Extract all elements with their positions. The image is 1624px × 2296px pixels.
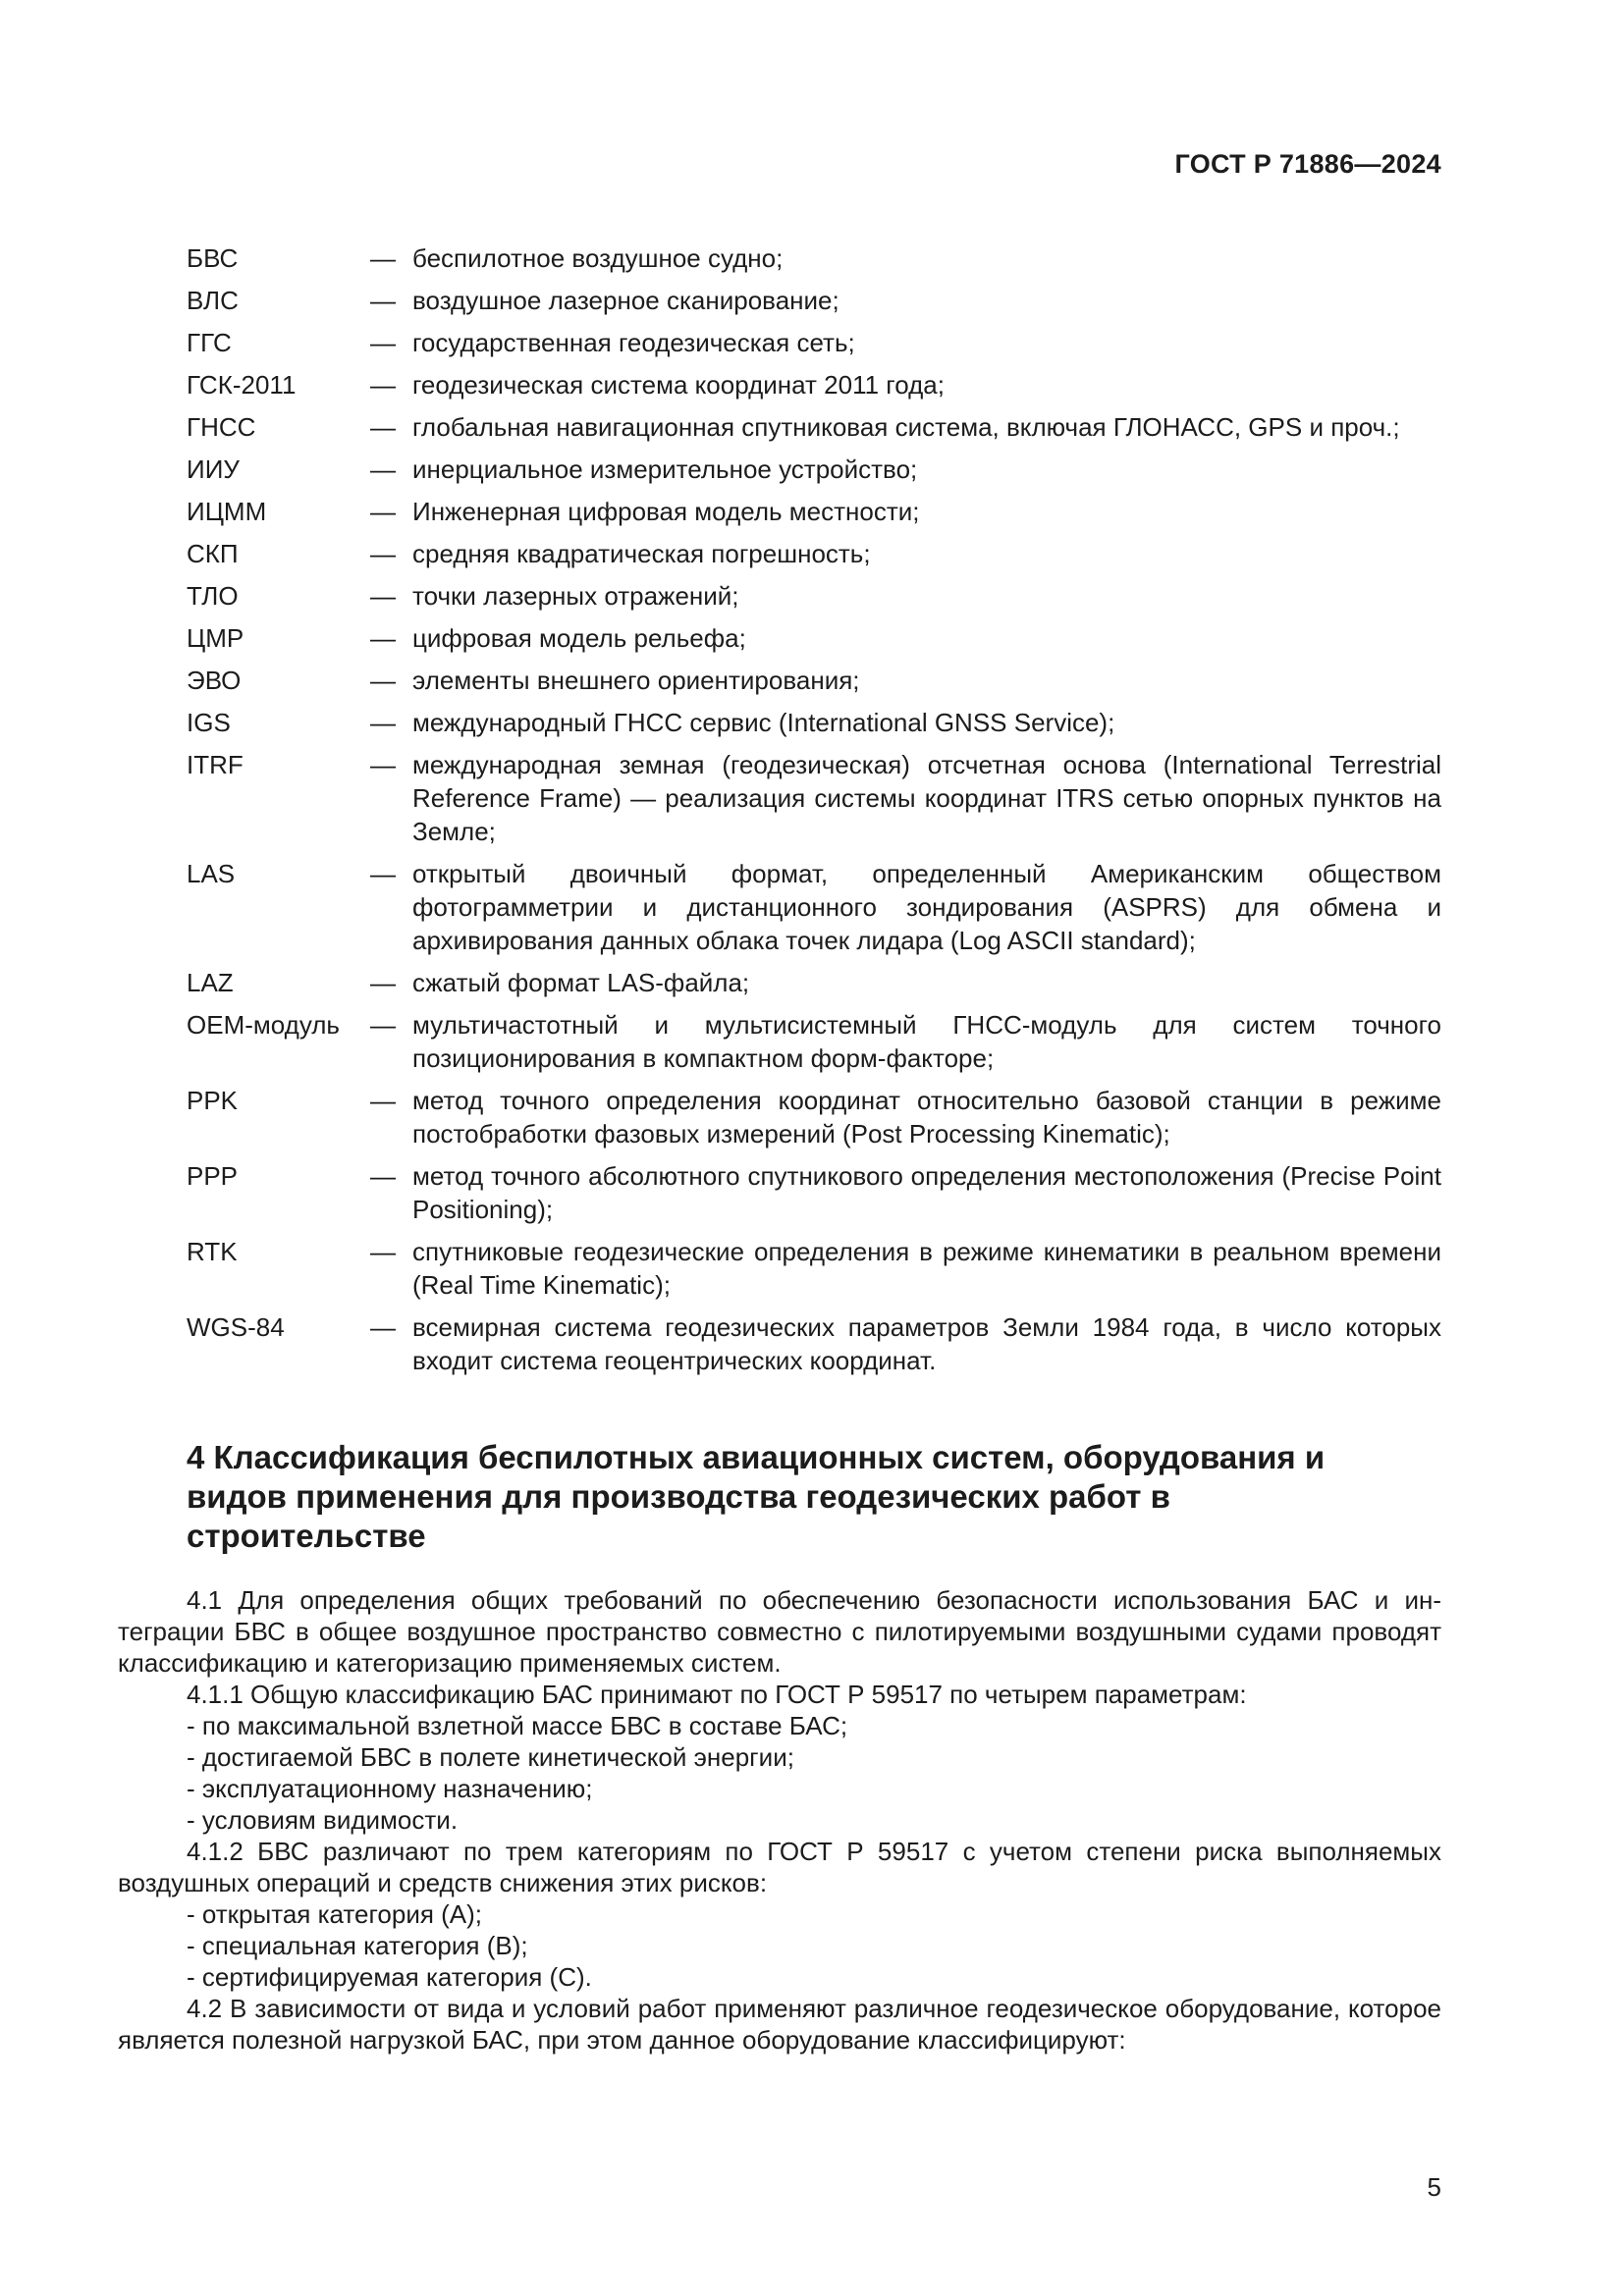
abbreviation-dash: —: [370, 370, 396, 400]
abbreviation-term: RTK: [187, 1237, 238, 1266]
abbreviation-dash: —: [370, 286, 396, 315]
abbreviation-row: [187, 1310, 1441, 1377]
list-item: - сертифицируемая категория (С).: [187, 1962, 592, 1992]
abbreviation-definition: глобальная навигационная спутниковая система, включая ГЛОНАСС, GPS и проч.;: [412, 412, 1400, 442]
abbreviation-definition: Инженерная цифровая модель местности;: [412, 497, 920, 526]
abbreviation-definition: мультичастотный и мультисистемный ГНСС-модуль для систем точного позиционирования в компактном форм-факторе;: [412, 1010, 1441, 1073]
abbreviation-row: [187, 410, 1441, 444]
abbreviation-dash: —: [370, 750, 396, 779]
abbreviation-definition: государственная геодезическая сеть;: [412, 328, 855, 357]
abbreviation-row: [187, 706, 1441, 739]
abbreviation-dash: —: [370, 581, 396, 611]
abbreviation-row: [187, 495, 1441, 528]
abbreviation-dash: —: [370, 497, 396, 526]
section-body: [118, 1584, 1441, 2056]
abbreviation-term: ГНСС: [187, 412, 256, 442]
abbreviation-dash: —: [370, 1237, 396, 1266]
abbreviation-dash: —: [370, 1010, 396, 1040]
abbreviation-dash: —: [370, 243, 396, 273]
list-item: - специальная категория (В);: [187, 1931, 528, 1960]
abbreviation-dash: —: [370, 454, 396, 484]
abbreviation-term: WGS-84: [187, 1312, 285, 1342]
abbreviation-row: [187, 241, 1441, 275]
abbreviation-row: [187, 284, 1441, 317]
abbreviation-definition: точки лазерных отражений;: [412, 581, 739, 611]
list-item: - по максимальной взлетной массе БВС в составе БАС;: [187, 1711, 848, 1740]
abbreviation-definition: воздушное лазерное сканирование;: [412, 286, 839, 315]
abbreviation-term: ЭВО: [187, 666, 242, 695]
abbreviation-dash: —: [370, 859, 396, 888]
abbreviation-term: ЦМР: [187, 623, 244, 653]
abbreviation-row: [187, 1008, 1441, 1075]
abbreviation-row: [187, 1235, 1441, 1302]
abbreviation-row: [187, 453, 1441, 486]
abbreviation-dash: —: [370, 623, 396, 653]
abbreviation-definition: инерциальное измерительное устройство;: [412, 454, 918, 484]
abbreviation-row: [187, 368, 1441, 401]
abbreviation-term: ИИУ: [187, 454, 240, 484]
abbreviation-row: [187, 748, 1441, 848]
document-header: ГОСТ Р 71886—2024: [1174, 149, 1441, 179]
abbreviation-definition: геодезическая система координат 2011 года;: [412, 370, 945, 400]
abbreviation-dash: —: [370, 412, 396, 442]
abbreviation-term: ТЛО: [187, 581, 239, 611]
abbreviation-term: ГСК-2011: [187, 370, 297, 400]
abbreviation-definition: сжатый формат LAS-файла;: [412, 968, 750, 997]
abbreviation-definition: элементы внешнего ориентирования;: [412, 666, 860, 695]
abbreviation-term: LAZ: [187, 968, 234, 997]
abbreviation-term: PPK: [187, 1086, 239, 1115]
abbreviation-definition: беспилотное воздушное судно;: [412, 243, 784, 273]
abbreviation-definition: всемирная система геодезических параметров Земли 1984 года, в число которых входит система геоцентрических координат.: [412, 1312, 1441, 1375]
abbreviation-row: [187, 1159, 1441, 1226]
abbreviation-dash: —: [370, 708, 396, 737]
abbreviation-row: [187, 664, 1441, 697]
list-item: - открытая категория (А);: [187, 1899, 483, 1929]
abbreviation-definition: метод точного абсолютного спутникового определения местоположения (Precise Point Positioning);: [412, 1161, 1441, 1224]
list-item: - условиям видимости.: [187, 1805, 459, 1835]
abbreviation-term: ВЛС: [187, 286, 239, 315]
paragraph: 4.1.1 Общую классификацию БАС принимают по ГОСТ Р 59517 по четырем параметрам:: [187, 1680, 1247, 1709]
abbreviation-row: [187, 579, 1441, 613]
abbreviation-term: ИЦММ: [187, 497, 267, 526]
abbreviation-row: [187, 326, 1441, 359]
abbreviation-term: LAS: [187, 859, 236, 888]
abbreviation-row: [187, 857, 1441, 957]
paragraph: 4.2 В зависимости от вида и условий работ применяют различное геодезическое оборудование, которое является полезной нагрузкой БАС, при этом данное оборудование классифицируют:: [118, 1994, 1441, 2055]
abbreviation-dash: —: [370, 1161, 396, 1191]
paragraph: 4.1 Для определения общих требований по обеспечению безопасности использования БАС и интеграции БВС в общее воздушное пространство совместно с пилотируемыми воздушными судами проводят классификацию и категоризацию применяемых систем.: [118, 1585, 1441, 1678]
abbreviation-dash: —: [370, 1086, 396, 1115]
abbreviation-row: [187, 537, 1441, 570]
abbreviation-row: [187, 621, 1441, 655]
abbreviation-row: [187, 966, 1441, 999]
abbreviation-row: [187, 1084, 1441, 1150]
abbreviation-definition: средняя квадратическая погрешность;: [412, 539, 871, 568]
abbreviation-dash: —: [370, 666, 396, 695]
abbreviation-dash: —: [370, 1312, 396, 1342]
paragraph: 4.1.2 БВС различают по трем категориям по ГОСТ Р 59517 с учетом степени риска выполняемых воздушных операций и средств снижения этих рисков:: [118, 1837, 1441, 1897]
abbreviation-term: БВС: [187, 243, 239, 273]
list-item: - эксплуатационному назначению;: [187, 1774, 593, 1803]
abbreviation-dash: —: [370, 968, 396, 997]
abbreviation-term: ГГС: [187, 328, 232, 357]
abbreviation-definition: спутниковые геодезические определения в режиме кинематики в реальном времени (Real Time Kinematic);: [412, 1237, 1441, 1300]
abbreviation-term: IGS: [187, 708, 231, 737]
section-title: 4 Классификация беспилотных авиационных систем, оборудования и видов применения для производства геодезических работ в строительстве: [187, 1439, 1326, 1554]
abbreviation-definition: метод точного определения координат относительно базовой станции в режиме постобработки фазовых измерений (Post Processing Kinematic);: [412, 1086, 1441, 1148]
abbreviation-term: PPP: [187, 1161, 239, 1191]
abbreviation-term: ОЕМ-модуль: [187, 1010, 340, 1040]
abbreviation-term: ITRF: [187, 750, 244, 779]
abbreviation-dash: —: [370, 539, 396, 568]
abbreviation-term: СКП: [187, 539, 239, 568]
list-item: - достигаемой БВС в полете кинетической энергии;: [187, 1742, 794, 1772]
abbreviation-definition: цифровая модель рельефа;: [412, 623, 746, 653]
page-number: 5: [1427, 2172, 1441, 2202]
abbreviation-definition: открытый двоичный формат, определенный Американским обществом фотограмметрии и дистанционного зондирования (ASPRS) для обмена и архивирования данных облака точек лидара (Log ASCII standard);: [412, 859, 1441, 955]
abbreviation-definition: международный ГНСС сервис (International GNSS Service);: [412, 708, 1115, 737]
abbreviation-dash: —: [370, 328, 396, 357]
abbreviation-definition: международная земная (геодезическая) отсчетная основа (International Terrestrial Reference Frame) — реализация системы координат ITRS сетью опорных пунктов на Земле;: [412, 750, 1441, 846]
abbreviation-list: [187, 241, 1441, 1386]
